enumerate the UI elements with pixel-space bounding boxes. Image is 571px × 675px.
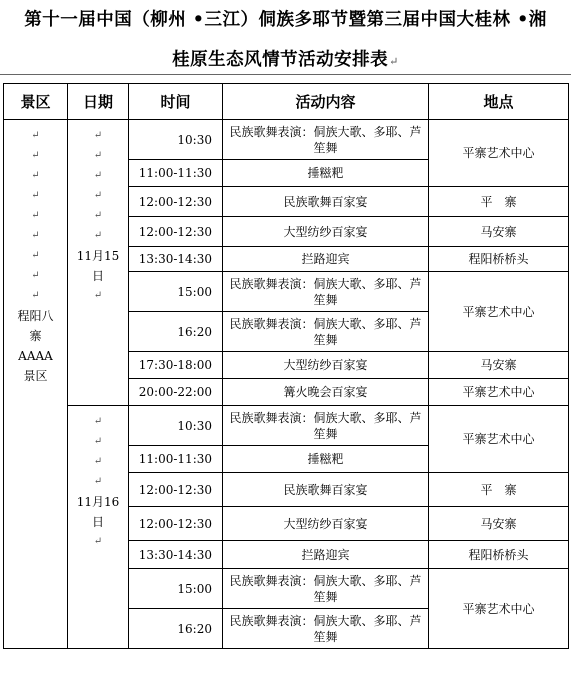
event-time: 12:00-12:30 [129, 187, 223, 217]
event-activity: 民族歌舞表演：侗族大歌、多耶、芦笙舞 [223, 406, 429, 446]
document-title-line-2: 桂原生态风情节活动安排表↵ [172, 50, 399, 70]
event-time: 11:00-11:30 [129, 446, 223, 473]
table-header-row [4, 84, 569, 120]
header-date: 日期 [68, 84, 129, 120]
header-time: 时间 [129, 84, 223, 120]
event-activity: 篝火晚会百家宴 [223, 379, 429, 406]
event-activity: 大型纺纱百家宴 [223, 507, 429, 541]
table-row [4, 120, 569, 160]
event-place: 平寨艺术中心 [429, 379, 569, 406]
event-activity: 捶糍粑 [223, 160, 429, 187]
event-place: 马安寨 [429, 507, 569, 541]
event-activity: 民族歌舞表演：侗族大歌、多耶、芦笙舞 [223, 120, 429, 160]
event-time: 16:20 [129, 312, 223, 352]
event-place: 平寨艺术中心 [429, 120, 569, 187]
event-activity: 民族歌舞表演：侗族大歌、多耶、芦笙舞 [223, 272, 429, 312]
header-activity: 活动内容 [223, 84, 429, 120]
event-activity: 民族歌舞表演：侗族大歌、多耶、芦笙舞 [223, 312, 429, 352]
header-area: 景区 [4, 84, 68, 120]
event-time: 15:00 [129, 272, 223, 312]
paragraph-mark: ↵ [389, 55, 399, 68]
event-place: 马安寨 [429, 352, 569, 379]
event-activity: 大型纺纱百家宴 [223, 217, 429, 247]
event-time: 12:00-12:30 [129, 507, 223, 541]
event-place: 平寨艺术中心 [429, 569, 569, 649]
event-place: 马安寨 [429, 217, 569, 247]
event-time: 13:30-14:30 [129, 247, 223, 272]
event-activity: 拦路迎宾 [223, 541, 429, 569]
event-activity: 捶糍粑 [223, 446, 429, 473]
schedule-table [3, 83, 569, 649]
event-time: 17:30-18:00 [129, 352, 223, 379]
page-margin-line [0, 74, 571, 75]
event-place: 平 寨 [429, 187, 569, 217]
event-time: 10:30 [129, 406, 223, 446]
event-time: 11:00-11:30 [129, 160, 223, 187]
event-activity: 民族歌舞百家宴 [223, 473, 429, 507]
event-activity: 民族歌舞百家宴 [223, 187, 429, 217]
event-place: 程阳桥桥头 [429, 541, 569, 569]
event-time: 16:20 [129, 609, 223, 649]
event-place: 平 寨 [429, 473, 569, 507]
event-time: 15:00 [129, 569, 223, 609]
table-row [4, 406, 569, 446]
event-activity: 大型纺纱百家宴 [223, 352, 429, 379]
area-cell: ↵ ↵ ↵ ↵ ↵ ↵ ↵ ↵ ↵ 程阳八 寨 AAAA 景区 [4, 120, 68, 649]
header-place: 地点 [429, 84, 569, 120]
event-activity: 拦路迎宾 [223, 247, 429, 272]
event-place: 程阳桥桥头 [429, 247, 569, 272]
event-place: 平寨艺术中心 [429, 406, 569, 473]
event-time: 12:00-12:30 [129, 217, 223, 247]
date-cell-day-1: ↵ ↵ ↵ ↵ ↵ ↵ 11月15 日 ↵ [68, 120, 129, 406]
event-time: 20:00-22:00 [129, 379, 223, 406]
document-title-line-1: 第十一届中国（柳州 •三江）侗族多耶节暨第三届中国大桂林 •湘 [24, 10, 547, 30]
event-time: 13:30-14:30 [129, 541, 223, 569]
event-activity: 民族歌舞表演：侗族大歌、多耶、芦笙舞 [223, 609, 429, 649]
date-cell-day-2: ↵ ↵ ↵ ↵ 11月16 日 ↵ [68, 406, 129, 649]
event-time: 12:00-12:30 [129, 473, 223, 507]
event-place: 平寨艺术中心 [429, 272, 569, 352]
event-time: 10:30 [129, 120, 223, 160]
event-activity: 民族歌舞表演：侗族大歌、多耶、芦笙舞 [223, 569, 429, 609]
